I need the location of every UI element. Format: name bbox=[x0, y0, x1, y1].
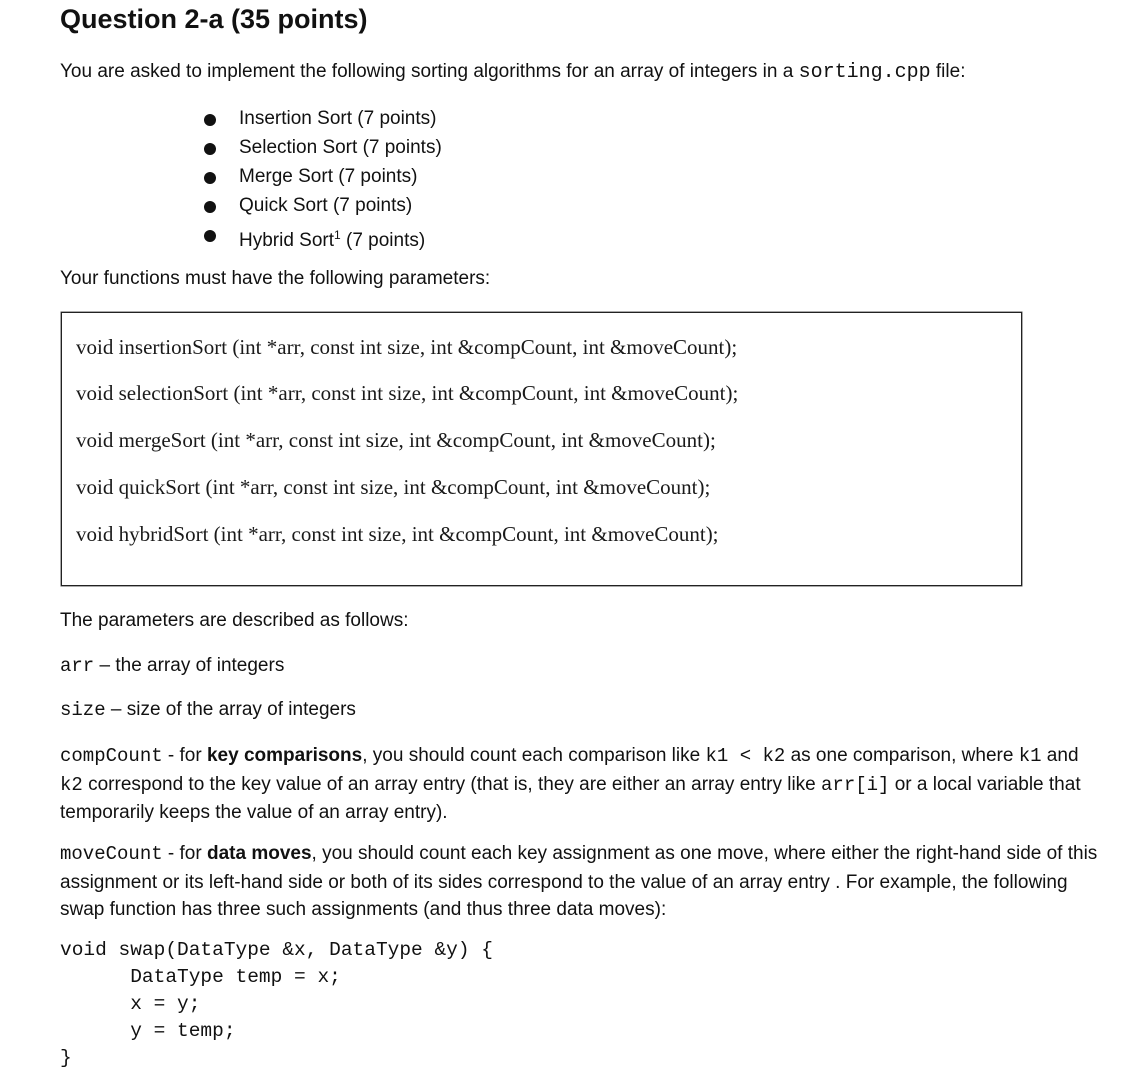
list-item bbox=[200, 222, 442, 251]
algorithm-label-suffix: (7 points) bbox=[340, 230, 426, 251]
intro-paragraph bbox=[60, 61, 965, 84]
param-arr bbox=[60, 655, 284, 677]
comp-text: or a local variable that temporarily keeps the value of an array entry). bbox=[60, 773, 1081, 823]
param-movecount bbox=[60, 840, 1100, 924]
comp-code: arr[i] bbox=[821, 773, 890, 796]
params-intro-text: Your functions must have the following parameters: bbox=[60, 268, 491, 289]
code-line: x = y; bbox=[60, 993, 201, 1015]
bullet-icon bbox=[204, 201, 216, 213]
list-item bbox=[200, 164, 442, 193]
param-name: moveCount bbox=[60, 843, 163, 865]
param-name: size bbox=[60, 699, 106, 721]
algorithm-label: Quick Sort (7 points) bbox=[239, 195, 413, 216]
param-name: arr bbox=[60, 655, 95, 677]
signature-insertion-sort: void insertionSort (int *arr, const int size, int &compCount, int &moveCount); bbox=[76, 335, 738, 359]
code-line: void swap(DataType &x, DataType &y) { bbox=[60, 939, 493, 961]
intro-text-before: You are asked to implement the following sorting algorithms for an array of integers in a bbox=[60, 61, 799, 82]
list-item bbox=[200, 135, 442, 164]
comp-text: - for bbox=[162, 745, 207, 766]
move-bold: data moves bbox=[206, 843, 312, 864]
code-line: y = temp; bbox=[60, 1020, 236, 1042]
algorithm-label: Merge Sort (7 points) bbox=[239, 166, 418, 187]
list-item bbox=[200, 193, 442, 222]
param-desc: – size of the array of integers bbox=[105, 699, 356, 720]
comp-text: and bbox=[1041, 745, 1079, 766]
signature-box bbox=[61, 312, 1022, 586]
signature-merge-sort: void mergeSort (int *arr, const int size, int &compCount, int &moveCount); bbox=[76, 428, 716, 452]
param-name: compCount bbox=[60, 745, 163, 767]
comp-code: k1 bbox=[1018, 745, 1042, 767]
bullet-icon bbox=[204, 114, 216, 126]
signature-quick-sort: void quickSort (int *arr, const int size, int &compCount, int &moveCount); bbox=[76, 475, 711, 499]
comp-code: k2 bbox=[60, 773, 83, 796]
comp-code: k1 < k2 bbox=[705, 745, 786, 767]
question-title: Question 2-a (35 points) bbox=[60, 4, 368, 34]
algorithm-label: Insertion Sort (7 points) bbox=[239, 108, 437, 129]
move-text: , you should count each key assignment as one move, where either the right-hand side of this assignment or its left-hand side or both of its sides correspond to the value of an array entry . For example, the following swap function has three such assignments (and thus three data moves): bbox=[60, 843, 1098, 920]
bullet-icon bbox=[204, 172, 216, 184]
comp-text: correspond to the key value of an array entry (that is, they are either an array entry like bbox=[82, 773, 822, 795]
comp-bold: key comparisons bbox=[206, 745, 363, 766]
bullet-icon bbox=[204, 230, 216, 242]
comp-text: , you should count each comparison like bbox=[362, 745, 706, 766]
intro-filename: sorting.cpp bbox=[798, 61, 931, 84]
footnote-marker: 1 bbox=[334, 228, 341, 242]
signature-selection-sort: void selectionSort (int *arr, const int size, int &compCount, int &moveCount); bbox=[76, 381, 739, 405]
algorithm-label: Hybrid Sort bbox=[239, 230, 335, 251]
param-compcount bbox=[60, 742, 1100, 827]
code-line: DataType temp = x; bbox=[60, 966, 341, 988]
bullet-icon bbox=[204, 143, 216, 155]
swap-code-block bbox=[60, 937, 493, 1072]
desc-intro-text: The parameters are described as follows: bbox=[60, 610, 409, 631]
list-item bbox=[200, 106, 442, 135]
intro-text-after: file: bbox=[930, 61, 966, 82]
param-size bbox=[60, 699, 356, 721]
algorithm-list bbox=[200, 106, 442, 251]
move-text: - for bbox=[162, 843, 207, 864]
algorithm-label: Selection Sort (7 points) bbox=[239, 137, 442, 158]
param-desc: – the array of integers bbox=[94, 655, 285, 676]
signature-hybrid-sort: void hybridSort (int *arr, const int size, int &compCount, int &moveCount); bbox=[76, 522, 719, 546]
code-line: } bbox=[60, 1047, 72, 1069]
comp-text: as one comparison, where bbox=[785, 745, 1019, 766]
